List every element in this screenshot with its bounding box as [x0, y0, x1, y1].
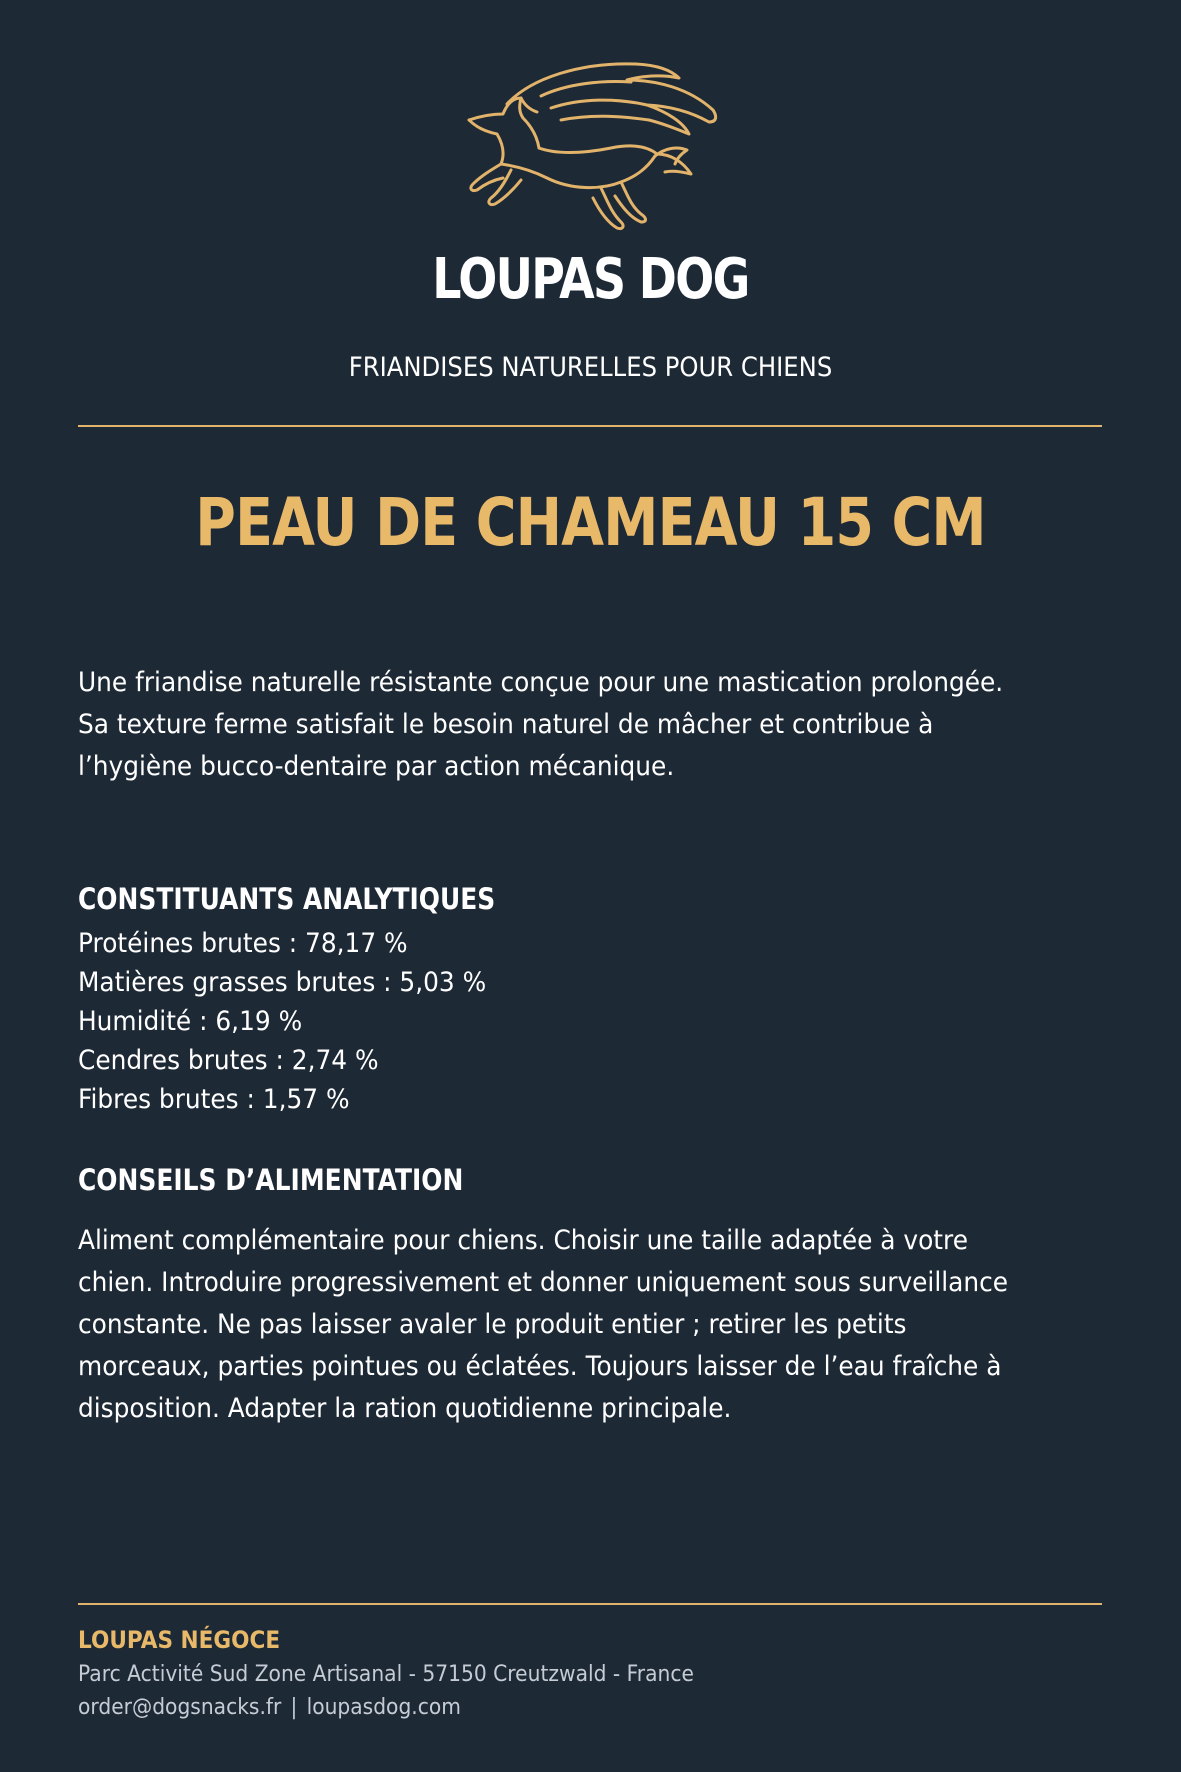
- contact-separator: |: [290, 1695, 298, 1720]
- logo: [0, 58, 1181, 252]
- email-link[interactable]: order@dogsnacks.fr: [78, 1695, 282, 1720]
- company-address: Parc Activité Sud Zone Artisanal - 57150 Creutzwald - France: [78, 1662, 694, 1687]
- website-link[interactable]: loupasdog.com: [306, 1695, 461, 1720]
- analytical-constituents-list: [78, 924, 486, 1119]
- brand-tagline: FRIANDISES NATURELLES POUR CHIENS: [348, 352, 833, 383]
- analytical-constituents-heading: CONSTITUANTS ANALYTIQUES: [78, 882, 496, 916]
- winged-dog-icon: [451, 58, 731, 248]
- header-divider: [78, 425, 1102, 427]
- feeding-advice-heading: CONSEILS D’ALIMENTATION: [78, 1163, 464, 1197]
- list-item: Protéines brutes : 78,17 %: [78, 928, 408, 959]
- feeding-advice-text: Aliment complémentaire pour chiens. Choisir une taille adaptée à votre chien. Introduire progressivement et donner uniquement sous surveillance constante. Ne pas laisser avaler le produit entier ; retirer les petits morceaux, parties pointues ou éclatées. Toujours laisser de l’eau fraîche à disposition. Adapter la ration quotidienne principale.: [78, 1225, 1009, 1424]
- list-item: Fibres brutes : 1,57 %: [78, 1084, 350, 1115]
- list-item: Humidité : 6,19 %: [78, 1006, 303, 1037]
- product-title: PEAU DE CHAMEAU 15 CM: [195, 484, 986, 561]
- list-item: Matières grasses brutes : 5,03 %: [78, 967, 487, 998]
- company-name: LOUPAS NÉGOCE: [78, 1626, 281, 1654]
- product-description: Une friandise naturelle résistante conçue pour une mastication prolongée. Sa texture ferme satisfait le besoin naturel de mâcher et contribue à l’hygiène bucco-dentaire par action mécanique.: [78, 667, 1004, 782]
- contact-line: [78, 1697, 461, 1719]
- list-item: Cendres brutes : 2,74 %: [78, 1045, 379, 1076]
- footer-divider: [78, 1603, 1102, 1605]
- brand-name: LOUPAS DOG: [432, 247, 749, 312]
